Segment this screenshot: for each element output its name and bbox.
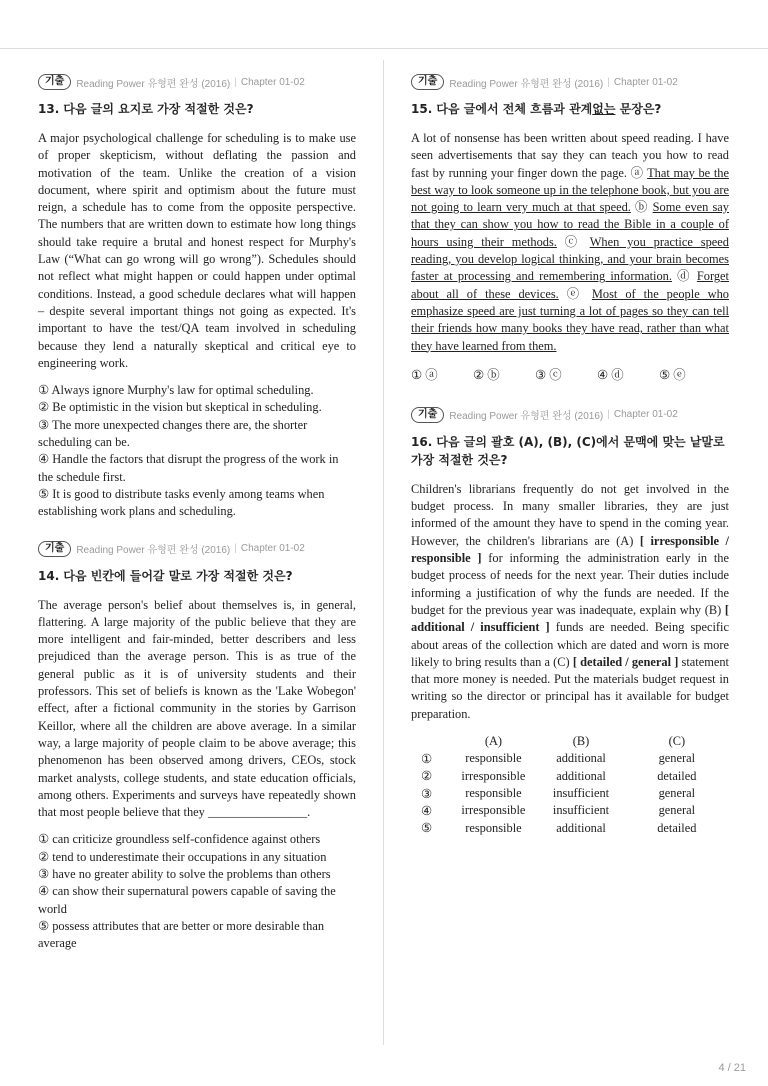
left-column (38, 72, 356, 952)
header-a: (A) (484, 734, 503, 749)
bracket-a: [ irresponsible / responsible ] (411, 533, 729, 566)
option-5[interactable]: ⑤ It is good to distribute tasks evenly among teams when establishing work plans and scheduling. (38, 486, 325, 519)
option-1[interactable]: ① can criticize groundless self-confidence against others (38, 832, 321, 847)
source-chapter: Chapter 01-02 (613, 409, 678, 421)
option-2[interactable]: ② tend to underestimate their occupations in any situation (38, 849, 327, 864)
option-1[interactable]: ① Always ignore Murphy's law for optimal scheduling. (38, 383, 314, 398)
sentence-c[interactable]: When you practice speed reading, you develop logical thinking, and your brain becomes faster at processing and remembering information. (411, 234, 729, 284)
cell-b: additional (556, 820, 606, 835)
row-number: ① (421, 751, 433, 766)
bracket-c: [ detailed / general ] (572, 654, 679, 669)
source-chapter: Chapter 01-02 (240, 76, 305, 88)
passage: The average person's belief about themselves is, in general, flattering. A large majority of the public believe that they are more intelligent and fair-minded, better describers and less prejudiced than the average person. This is as true of the general public as it is of university students and their professors. This set of beliefs is known as the 'Lake Wobegon' effect, after a fictional community in the stories by Garrison Keillor, where all the children are above average. In a similar way, a large majority of people claim to be above average; this phenomenon has been observed among drivers, CEOs, stock market analysts, college students, and state education officials, among others. Experiments and surveys have repeatedly shown that most people believe that they ________________. (38, 597, 356, 820)
source-chapter: Chapter 01-02 (240, 543, 305, 555)
option-3[interactable]: ③ have no greater ability to solve the problems than others (38, 866, 331, 881)
answer-choices (411, 365, 729, 383)
separator: | (607, 409, 610, 421)
choice-5[interactable]: ⑤ ⓔ (659, 367, 686, 382)
passage-part: statement that more money is needed. Put the materials budget request in writing so the director or principal has it available for budget preparation. (411, 654, 729, 721)
column-divider (383, 60, 384, 1045)
source-line (411, 72, 729, 92)
sentence-a[interactable]: That may be the best way to look someone up in the telephone book, but you are not going to learn very much at that speed. (411, 165, 729, 215)
header-c: (C) (668, 734, 686, 749)
question-title: 14. 다음 빈칸에 들어갈 말로 가장 적절한 것은? (38, 568, 293, 583)
question-13 (38, 72, 356, 521)
passage-part: for informing the administration early in the budget process of needs for the next year. Their duties include informing a justification of why the funds are needed. If the budget for the previous year was inadequate, explain why (B) (411, 551, 729, 617)
cell-c: general (658, 803, 696, 818)
source-line (38, 72, 356, 92)
sentence-d[interactable]: Forget about all of these devices. (411, 269, 730, 301)
table-header-row (421, 733, 729, 750)
cell-b: insufficient (552, 803, 610, 818)
sentence-marker-b: ⓑ (635, 200, 649, 215)
question-15 (411, 72, 729, 383)
option-5[interactable]: ⑤ possess attributes that are better or more desirable than average (38, 918, 325, 951)
sentence-marker-e: ⓔ (566, 286, 584, 301)
cell-b: additional (556, 768, 606, 783)
source-book: Reading Power 유형편 완성 (2016) (76, 545, 231, 557)
row-number: ④ (421, 803, 433, 818)
answer-table (421, 733, 729, 837)
table-row[interactable] (421, 785, 729, 802)
bracket-b: [ additional / insufficient ] (411, 602, 729, 635)
table-row[interactable] (421, 820, 729, 837)
cell-c: general (658, 751, 696, 766)
option-2[interactable]: ② Be optimistic in the vision but skeptical in scheduling. (38, 400, 322, 415)
passage-part: Children's librarians frequently do not get involved in the budget process. In many smaller libraries, they are just informed of the amount they have to spend in the coming year. However, the children's librarians are (A) (411, 481, 729, 548)
cell-c: general (658, 786, 696, 801)
options (38, 831, 356, 952)
question-16 (411, 405, 729, 837)
source-book: Reading Power 유형편 완성 (2016) (76, 78, 231, 90)
title-part: 15. 다음 글에서 전체 흐름과 관계 (411, 102, 593, 116)
cell-b: insufficient (552, 786, 610, 801)
question-title (411, 100, 729, 118)
row-number: ⑤ (421, 821, 433, 836)
cell-a: responsible (465, 820, 522, 835)
cell-a: responsible (465, 751, 522, 766)
sentence-marker-c: ⓒ (564, 234, 582, 249)
header-b: (B) (572, 734, 590, 749)
cell-c: detailed (657, 820, 697, 835)
table-row[interactable] (421, 802, 729, 819)
question-title: 16. 다음 글의 괄호 (A), (B), (C)에서 문맥에 맞는 낱말로 가장 적절한 것은? (411, 434, 725, 467)
source-line (38, 539, 356, 559)
table-row[interactable] (421, 750, 729, 767)
passage-intro: A lot of nonsense has been written about speed reading. I have seen advertisements that say they can teach you how to read fast by running your finger down the page. (411, 131, 729, 180)
source-tag: 기출 (411, 407, 444, 423)
passage-part: funds are needed. Being specific about areas of the collection which are dated and worn is more likely to bring results than a (C) (411, 620, 729, 669)
source-line (411, 405, 729, 425)
sentence-marker-d: ⓓ (677, 269, 692, 284)
sentence-marker-a: ⓐ (630, 165, 644, 180)
cell-c: detailed (657, 768, 697, 783)
passage: A major psychological challenge for scheduling is to make use of proper skepticism, without deflating the passion and motivation of the team. Unlike the creation of a vision document, where spirit and optimism about the future must reign, a schedule has to come from the opposite perspective. The numbers that are written down to estimate how long things should take require a brutal and honest respect for Murphy's Law (“What can go wrong will go wrong”). Schedules should not reflect what might happen or could happen under optimal conditions. Instead, a good schedule declares what will happen – despite several important things not going as expected. It's important to have the test/QA team involved in scheduling because they lend a naturally skeptical and critical eye to engineering work. (38, 131, 356, 370)
cell-a: irresponsible (461, 803, 526, 818)
passage (411, 481, 729, 723)
table-row[interactable] (421, 768, 729, 785)
option-4[interactable]: ④ Handle the factors that disrupt the progress of the work in the schedule first. (38, 452, 339, 484)
source-tag: 기출 (38, 541, 71, 557)
choice-2[interactable]: ② ⓑ (473, 367, 500, 382)
page-number: 4 / 21 (718, 1062, 746, 1074)
cell-b: additional (556, 751, 606, 766)
title-part: 문장은? (615, 102, 662, 116)
separator: | (234, 543, 237, 555)
separator: | (234, 76, 237, 88)
separator: | (607, 76, 610, 88)
question-14 (38, 539, 356, 953)
cell-a: responsible (465, 786, 522, 801)
right-column (411, 72, 729, 837)
source-tag: 기출 (411, 74, 444, 90)
header-rule (0, 48, 768, 49)
choice-1[interactable]: ① ⓐ (411, 367, 438, 382)
cell-a: irresponsible (461, 768, 526, 783)
title-underlined: 없는 (592, 102, 616, 116)
row-number: ③ (421, 786, 433, 801)
choice-3[interactable]: ③ ⓒ (535, 367, 562, 382)
choice-4[interactable]: ④ ⓓ (597, 367, 624, 382)
options (38, 382, 356, 520)
source-chapter: Chapter 01-02 (613, 76, 678, 88)
source-book: Reading Power 유형편 완성 (2016) (449, 78, 604, 90)
sentence-b[interactable]: Some even say that they can show you how to read the Bible in a couple of hours using their methods. (411, 200, 730, 249)
option-3[interactable]: ③ The more unexpected changes there are, the shorter scheduling can be. (38, 417, 308, 450)
passage (411, 130, 729, 355)
source-book: Reading Power 유형편 완성 (2016) (449, 411, 604, 423)
row-number: ② (421, 769, 433, 784)
sentence-e[interactable]: Most of the people who emphasize speed are just turning a lot of pages so they can tell their friends how many books they have read, rather than what they have learned from them. (411, 286, 729, 353)
option-4[interactable]: ④ can show their supernatural powers capable of saving the world (38, 884, 336, 916)
question-title: 13. 다음 글의 요지로 가장 적절한 것은? (38, 102, 254, 116)
source-tag: 기출 (38, 74, 71, 90)
